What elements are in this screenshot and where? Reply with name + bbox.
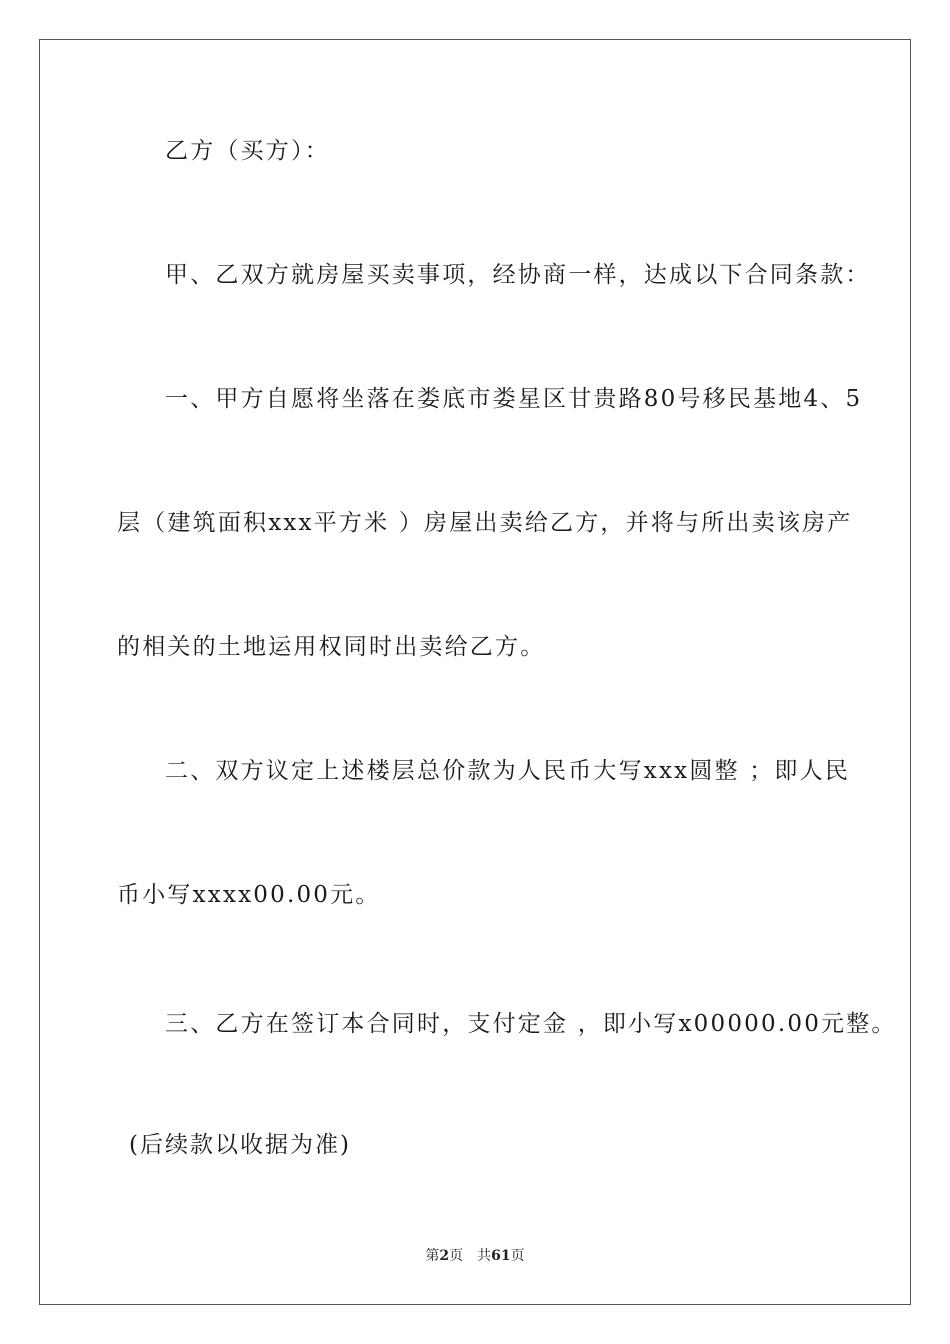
clause-3-line-1: 三、乙方在签订本合同时，支付定金 ，即小写x00000.00元整。 (165, 1011, 897, 1037)
clause-2-line-2: 币小写xxxx00.00元。 (117, 882, 381, 908)
clause-1-line-2: 层（建筑面积xxx平方米 ）房屋出卖给乙方，并将与所出卖该房产 (117, 510, 853, 536)
preamble-line: 甲、乙双方就房屋买卖事项，经协商一样，达成以下合同条款： (165, 262, 871, 288)
total-pages: 61 (491, 1248, 511, 1264)
buyer-line: 乙方（买方）： (165, 138, 330, 164)
page-suffix: 页 (449, 1248, 464, 1264)
clause-1-line-3: 的相关的土地运用权同时出卖给乙方。 (117, 634, 546, 660)
clause-1-line-1: 一、甲方自愿将坐落在娄底市娄星区甘贵路80号移民基地4、5 (165, 386, 863, 412)
total-suffix: 页 (510, 1248, 525, 1264)
clause-3-note: (后续款以收据为准) (129, 1132, 351, 1158)
total-prefix: 共 (477, 1248, 492, 1264)
page-footer (0, 1247, 950, 1265)
page-prefix: 第 (425, 1248, 440, 1264)
page-number: 2 (439, 1248, 450, 1264)
clause-2-line-1: 二、双方议定上述楼层总价款为人民币大写xxx圆整 ；即人民 (165, 758, 851, 784)
page-border (39, 39, 911, 1305)
